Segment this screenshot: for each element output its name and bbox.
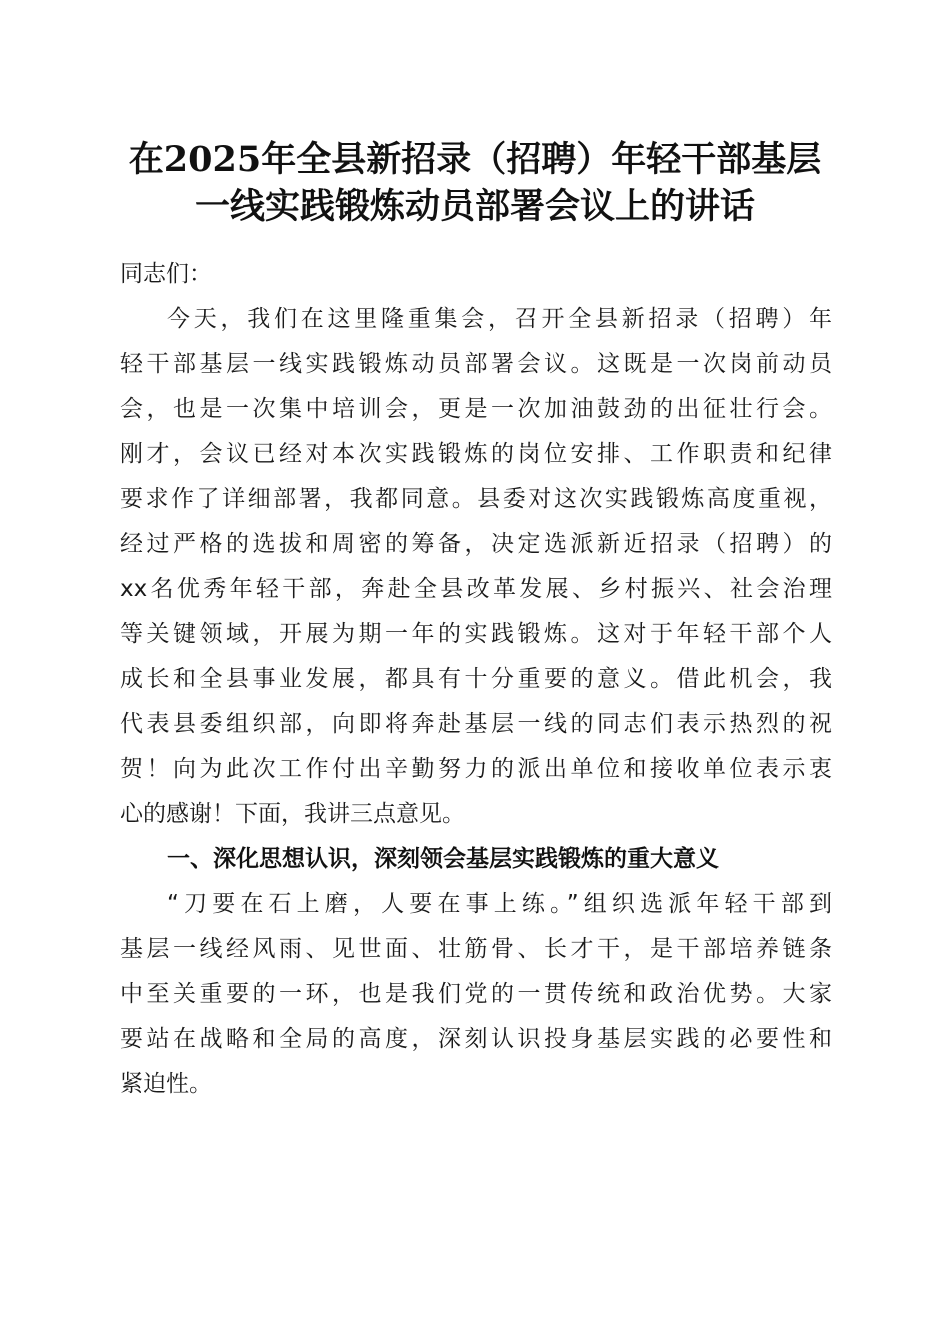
paragraph-2-line: 中至关重要的一环，也是我们党的一贯传统和政治优势。大家 (120, 981, 832, 1007)
paragraph-2-line: “刀要在石上磨，人要在事上练。”组织选派年轻干部到 (167, 891, 832, 917)
paragraph-1-line: 代表县委组织部，向即将奔赴基层一线的同志们表示热烈的祝 (120, 711, 832, 737)
paragraph-2-line: 要站在战略和全局的高度，深刻认识投身基层实践的必要性和 (120, 1026, 832, 1052)
paragraph-1-line: 贺！向为此次工作付出辛勤努力的派出单位和接收单位表示衷 (120, 756, 832, 782)
paragraph-1-line: 要求作了详细部署，我都同意。县委对这次实践锻炼高度重视， (120, 486, 832, 512)
salutation: 同志们： (120, 261, 212, 287)
paragraph-1-line: xx名优秀年轻干部，奔赴全县改革发展、乡村振兴、社会治理 (120, 576, 832, 602)
paragraph-1-line: 会，也是一次集中培训会，更是一次加油鼓劲的出征壮行会。 (120, 396, 832, 422)
paragraph-1-line: 经过严格的选拔和周密的筹备，决定选派新近招录（招聘）的 (120, 531, 832, 557)
paragraph-1-line: 等关键领域，开展为期一年的实践锻炼。这对于年轻干部个人 (120, 621, 832, 647)
body-section (120, 297, 832, 1107)
paragraph-1-line: 今天，我们在这里隆重集会，召开全县新招录（招聘）年 (167, 306, 832, 332)
paragraph-2-line: 基层一线经风雨、见世面、壮筋骨、长才干，是干部培养链条 (120, 936, 832, 962)
paragraph-1-line: 刚才，会议已经对本次实践锻炼的岗位安排、工作职责和纪律 (120, 441, 832, 467)
section-heading-1: 一、深化思想认识，深刻领会基层实践锻炼的重大意义 (167, 846, 719, 872)
paragraph-1-line: 轻干部基层一线实践锻炼动员部署会议。这既是一次岗前动员 (120, 351, 832, 377)
paragraph-2-line: 紧迫性。 (120, 1071, 212, 1097)
paragraph-1-line: 成长和全县事业发展，都具有十分重要的意义。借此机会，我 (120, 666, 832, 692)
paragraph-1-line: 心的感谢！下面，我讲三点意见。 (120, 801, 465, 827)
document-title-line-1: 在2025年全县新招录（招聘）年轻干部基层 (128, 139, 822, 180)
document-title-line-2: 一线实践锻炼动员部署会议上的讲话 (194, 186, 755, 227)
